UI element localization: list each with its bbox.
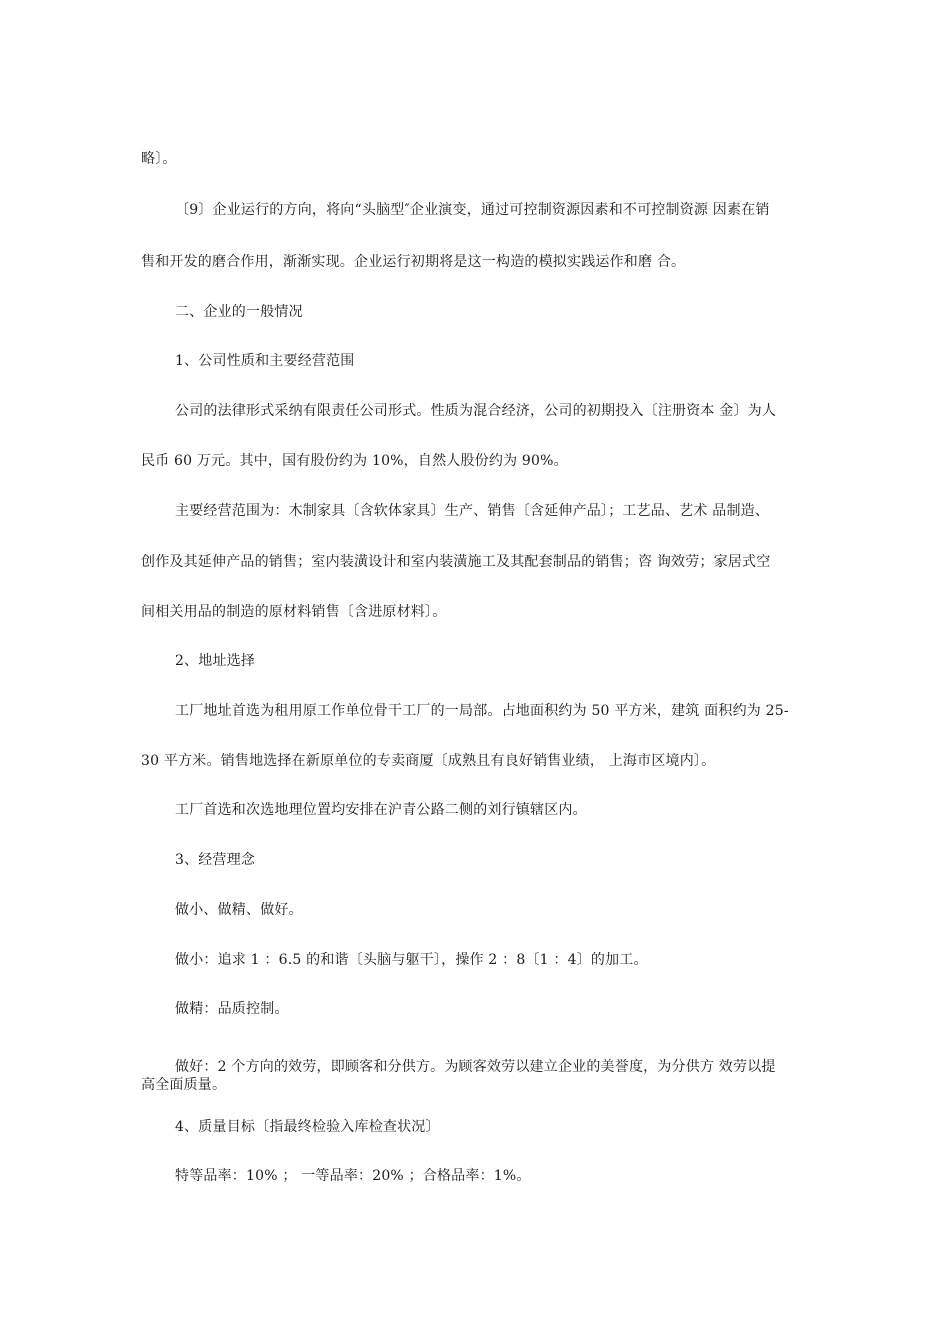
text-line-8: 主要经营范围为：木制家具〔含软体家具〕生产、销售〔含延伸产品〕；工艺品、艺术 品制造、 [175, 503, 770, 519]
text-line-13: 30 平方米。销售地选择在新原单位的专卖商厦〔成熟且有良好销售业绩， 上海市区境内〕。 [141, 753, 716, 769]
text-line-17: 做小：追求 1 ：6.5 的和谐〔头脑与躯干〕，操作 2 ：8〔1 ：4〕的加工。 [175, 952, 648, 968]
text-line-1: 略〕。 [141, 151, 177, 167]
text-line-7: 民币 60 万元。其中，国有股份约为 10%，自然人股份约为 90%。 [141, 453, 568, 469]
text-line-19: 做好：2 个方向的效劳，即顾客和分供方。为顾客效劳以建立企业的美誉度，为分供方 效劳以提 [175, 1059, 776, 1075]
text-line-22: 特等品率：10% ； 一等品率：20% ；合格品率：1%。 [175, 1168, 531, 1184]
text-line-9: 创作及其延伸产品的销售；室内装潢设计和室内装潢施工及其配套制品的销售；咨 询效劳；家居式空 [141, 554, 771, 570]
text-line-12: 工厂地址首选为租用原工作单位骨干工厂的一局部。占地面积约为 50 平方米，建筑 面积约为 25- [175, 703, 789, 719]
text-line-3: 售和开发的磨合作用，渐渐实现。企业运行初期将是这一构造的模拟实践运作和磨 合。 [141, 254, 686, 270]
text-line-10: 间相关用品的制造的原材料销售〔含进原材料〕。 [141, 604, 447, 620]
text-line-6: 公司的法律形式采纳有限责任公司形式。性质为混合经济，公司的初期投入〔注册资本 金〕为人 [175, 403, 777, 419]
text-line-14: 工厂首选和次选地理位置均安排在沪青公路二侧的刘行镇辖区内。 [175, 802, 587, 818]
subheading-3: 3、经营理念 [175, 852, 256, 868]
subheading-4: 4、质量目标〔指最终检验入库检查状况〕 [175, 1119, 440, 1135]
text-line-20: 高全面质量。 [141, 1077, 227, 1093]
subheading-2: 2、地址选择 [175, 653, 256, 669]
section-heading-2: 二、企业的一般情况 [175, 304, 303, 320]
text-line-16: 做小、做精、做好。 [175, 902, 303, 918]
subheading-1: 1、公司性质和主要经营范围 [175, 353, 355, 369]
text-line-18: 做精：品质控制。 [175, 1001, 289, 1017]
text-line-2: 〔9〕企业运行的方向，将向“头脑型″企业演变，通过可控制资源因素和不可控制资源 因素在销 [175, 202, 770, 218]
